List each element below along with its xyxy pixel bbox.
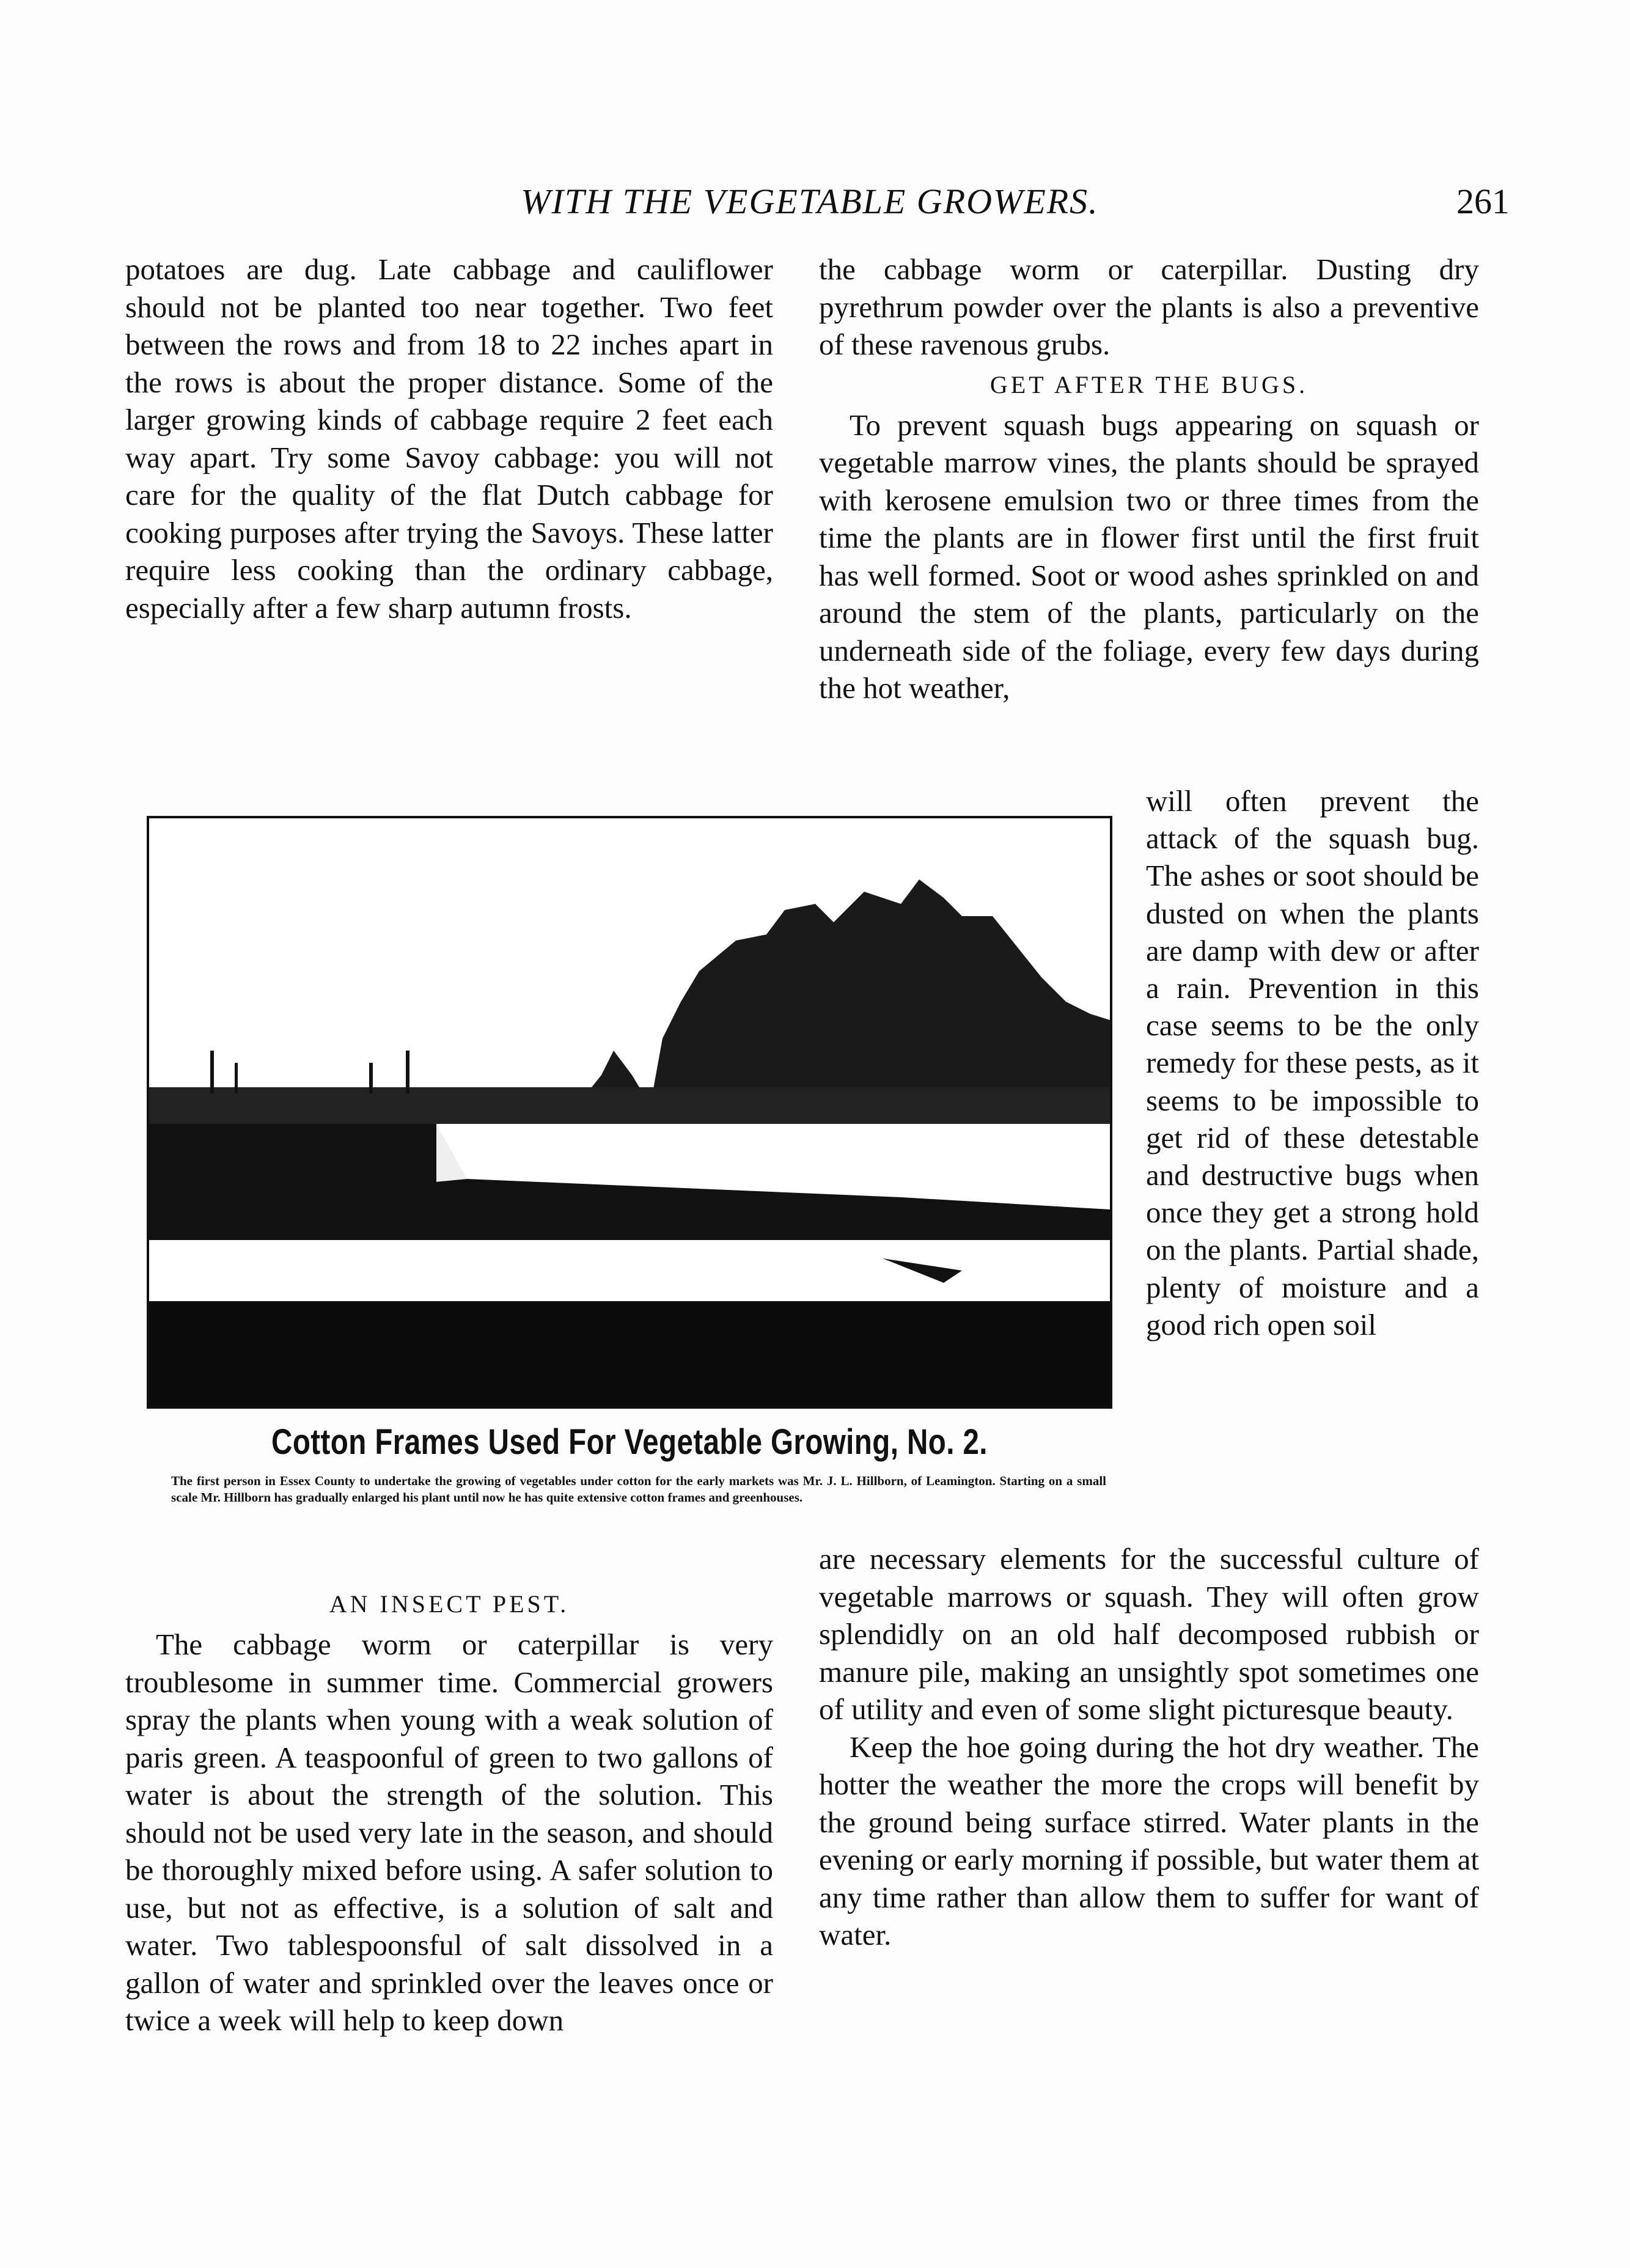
- left-column-top: [125, 251, 773, 626]
- running-title: WITH THE VEGETABLE GROWERS.: [521, 182, 1099, 221]
- section-heading-insect-pest: AN INSECT PEST.: [329, 1590, 570, 1618]
- right-column-bottom: [819, 1540, 1479, 1954]
- page-number: 261: [1456, 182, 1510, 221]
- paragraph: The cabbage worm or caterpillar is very troublesome in summer time. Commercial growers spray the plants when young with a weak solution of paris green. A teaspoonful of green to two gallons of water is about the strength of the solution. This should not be used very late in the season, and should be thoroughly mixed before using. A safer solution to use, but not as effective, is a solution of salt and water. Two tablespoonsful of salt dissolved in a gallon of water and sprinkled over the leaves once or twice a week will help to keep down: [125, 1628, 773, 2037]
- figure-caption: The first person in Essex County to undertake the growing of vegetables under cotton for the early markets was Mr. J. L. Hillborn, of Leamington. Starting on a small scale Mr. Hillborn has gradually enlarged his plant until now he has quite extensive cotton frames and greenhouses.: [171, 1473, 1106, 1505]
- paragraph: Keep the hoe going during the hot dry weather. The hotter the weather the more the crops will benefit by the ground being surface stirred. Water plants in the evening or early morning if possible, but water them at any time rather than allow them to suffer for want of water.: [819, 1730, 1479, 1951]
- left-column-bottom: [125, 1583, 773, 2039]
- page-header: [110, 177, 1510, 226]
- paragraph: are necessary elements for the successful culture of vegetable marrows or squash. They will often grow splendidly on an old half decomposed rubbish or manure pile, making an unsightly spot sometimes one of utility and even of some slight picturesque beauty.: [819, 1542, 1479, 1726]
- right-column-top: [819, 251, 1479, 707]
- paragraph: the cabbage worm or caterpillar. Dusting dry pyrethrum powder over the plants is also a preventive of these ravenous grubs.: [819, 252, 1479, 361]
- paragraph: To prevent squash bugs appearing on squash or vegetable marrow vines, the plants should be sprayed with kerosene emulsion two or three times from the time the plants are in flower first until the first fruit has well formed. Soot or wood ashes sprinkled on and around the stem of the plants, particularly on the underneath side of the foliage, every few days during the hot weather,: [819, 408, 1479, 705]
- section-heading-bugs: GET AFTER THE BUGS.: [989, 370, 1309, 398]
- paragraph: potatoes are dug. Late cabbage and cauliflower should not be planted too near together. Two feet between the rows and from 18 to 22 inches apart in the rows is about the proper distance. Some of the larger growing kinds of cabbage require 2 feet each way apart. Try some Savoy cabbage: you will not care for the quality of the flat Dutch cabbage for cooking purposes after trying the Savoys. These latter require less cooking than the ordinary cabbage, especially after a few sharp autumn frosts.: [125, 252, 773, 625]
- figure-title: Cotton Frames Used For Vegetable Growing, No. 2.: [271, 1422, 988, 1462]
- paragraph: will often prevent the attack of the squash bug. The ashes or soot should be dusted on when the plants are damp with dew or after a rain. Prevention in this case seems to be the only remedy for these pests, as it seems to be impossible to get rid of these detestable and destructive bugs when once they get a strong hold on the plants. Partial shade, plenty of moisture and a good rich open soil: [1146, 784, 1479, 1341]
- right-float-column: [1146, 782, 1479, 1343]
- cotton-frames-photograph: [147, 816, 1112, 1409]
